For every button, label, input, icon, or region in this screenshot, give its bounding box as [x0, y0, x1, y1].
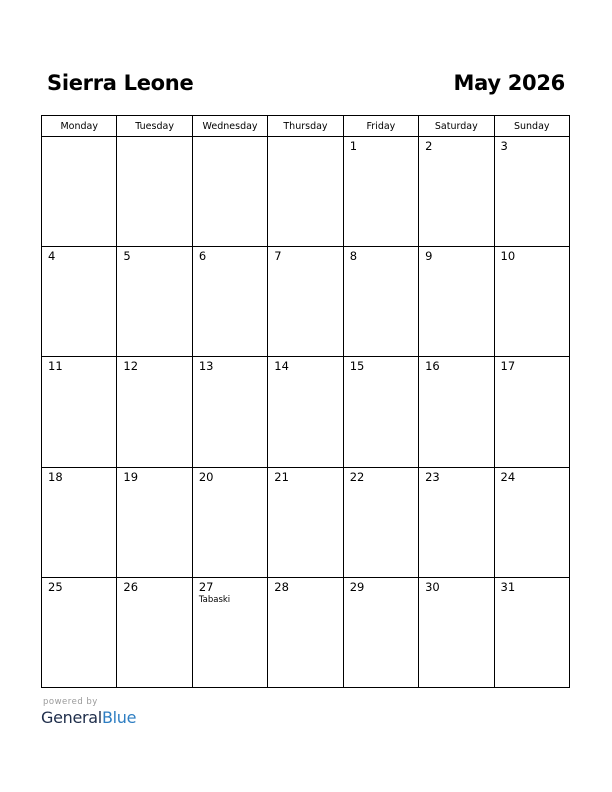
day-number: 2	[425, 139, 433, 153]
holiday-label: Tabaski	[198, 594, 231, 605]
day-cell	[268, 467, 343, 577]
day-number: 13	[198, 359, 214, 374]
weekday-saturday: Saturday	[419, 116, 494, 137]
day-cell	[117, 357, 192, 467]
weekday-friday: Friday	[343, 116, 418, 137]
day-cell	[343, 137, 418, 247]
day-number: 19	[123, 469, 139, 484]
day-number: 1	[349, 139, 358, 153]
day-cell	[343, 467, 418, 577]
day-number: 18	[48, 469, 63, 484]
day-number: 30	[425, 579, 440, 594]
day-number	[268, 137, 342, 140]
day-number: 29	[349, 579, 365, 594]
day-cell	[343, 247, 418, 357]
weekday-thursday: Thursday	[268, 116, 343, 137]
day-number: 17	[500, 359, 516, 374]
week-row	[42, 357, 570, 467]
day-cell	[42, 357, 117, 467]
day-cell	[117, 247, 192, 357]
day-number: 8	[349, 249, 358, 264]
day-number	[117, 137, 191, 140]
day-number: 24	[500, 469, 516, 484]
day-cell	[268, 357, 343, 467]
day-number: 20	[198, 469, 214, 484]
week-row	[42, 137, 570, 247]
brand-logo[interactable]	[41, 708, 136, 727]
day-cell	[494, 577, 569, 687]
weekday-tuesday: Tuesday	[117, 116, 192, 137]
day-cell	[42, 577, 117, 687]
day-number: 31	[500, 579, 516, 594]
day-number: 11	[48, 359, 63, 374]
day-number: 25	[48, 579, 63, 594]
day-number: 12	[123, 359, 139, 374]
week-row	[42, 247, 570, 357]
brand-name-part2: Blue	[101, 708, 137, 727]
day-cell	[42, 247, 117, 357]
month-year-title: May 2026	[453, 71, 565, 95]
day-number: 5	[123, 249, 131, 264]
day-cell	[268, 577, 343, 687]
day-cell	[192, 357, 267, 467]
day-cell	[419, 357, 494, 467]
day-number: 14	[274, 359, 289, 374]
day-cell	[343, 357, 418, 467]
day-number: 9	[425, 249, 433, 264]
day-number: 7	[274, 249, 282, 264]
day-number: 23	[425, 469, 440, 484]
day-number: 6	[198, 249, 207, 264]
day-cell	[343, 577, 418, 687]
day-cell	[117, 467, 192, 577]
day-cell	[268, 137, 343, 247]
day-number: 21	[274, 469, 289, 484]
day-number: 15	[349, 359, 365, 374]
day-number: 27	[198, 579, 214, 594]
day-cell	[494, 137, 569, 247]
country-title: Sierra Leone	[47, 71, 194, 95]
weekday-sunday: Sunday	[494, 116, 569, 137]
day-number: 22	[349, 469, 365, 484]
day-number	[193, 137, 267, 140]
weekday-monday: Monday	[42, 116, 117, 137]
day-number: 3	[500, 139, 508, 153]
day-cell	[192, 137, 267, 247]
brand-name-part1: General	[41, 708, 102, 727]
week-row	[42, 467, 570, 577]
day-cell	[419, 247, 494, 357]
day-cell	[192, 247, 267, 357]
calendar-grid	[41, 115, 570, 688]
day-cell	[117, 137, 192, 247]
week-row	[42, 577, 570, 687]
day-cell	[419, 137, 494, 247]
day-cell	[494, 467, 569, 577]
day-cell	[494, 247, 569, 357]
day-cell	[268, 247, 343, 357]
weekday-header-row	[42, 116, 570, 137]
day-cell	[42, 467, 117, 577]
day-number: 26	[123, 579, 139, 594]
day-number: 28	[274, 579, 289, 594]
day-cell	[117, 577, 192, 687]
powered-by-text: powered by	[43, 697, 98, 707]
day-cell	[192, 467, 267, 577]
weekday-wednesday: Wednesday	[192, 116, 267, 137]
day-cell	[419, 467, 494, 577]
day-cell	[494, 357, 569, 467]
day-number: 10	[500, 249, 516, 264]
day-number	[42, 137, 116, 140]
day-cell	[42, 137, 117, 247]
day-number: 4	[48, 249, 56, 264]
day-cell	[192, 577, 267, 687]
day-number: 16	[425, 359, 440, 374]
day-cell	[419, 577, 494, 687]
